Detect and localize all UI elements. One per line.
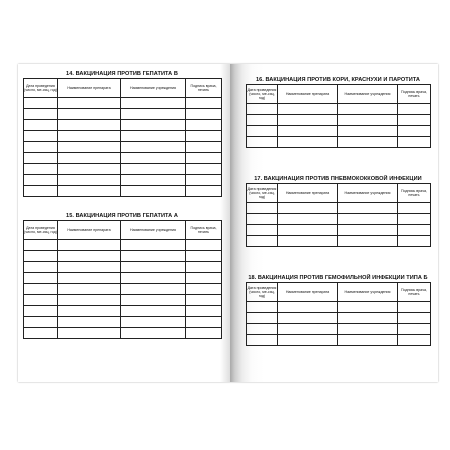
table-cell [24, 175, 58, 186]
table-cell [121, 153, 186, 164]
table-cell [186, 142, 222, 153]
table-cell [121, 120, 186, 131]
column-header-institution: Наименование учреждения [338, 184, 398, 203]
table-row [24, 164, 222, 175]
table-cell [121, 295, 186, 306]
vaccination-table [246, 282, 431, 346]
table-cell [247, 335, 278, 346]
table-cell [58, 295, 121, 306]
table-cell [278, 115, 338, 126]
table-cell [24, 251, 58, 262]
section-title: 18. ВАКЦИНАЦИЯ ПРОТИВ ГЕМОФИЛЬНОЙ ИНФЕКЦИИ ТИПА Б [248, 275, 428, 281]
table-cell [24, 306, 58, 317]
column-header-date: Дата проведения (число, ме-сяц, год) [24, 79, 58, 98]
table-cell [58, 328, 121, 339]
table-header-row [247, 184, 431, 203]
table-cell [338, 203, 398, 214]
table-cell [247, 225, 278, 236]
table-cell [338, 104, 398, 115]
column-header-date: Дата проведения (число, ме-сяц, год) [247, 283, 278, 302]
table-cell [121, 131, 186, 142]
column-header-signature: Подпись врача, печать [398, 184, 431, 203]
column-header-drug: Наименование препарата [278, 85, 338, 104]
table-row [24, 98, 222, 109]
table-cell [278, 203, 338, 214]
table-cell [186, 284, 222, 295]
column-header-institution: Наименование учреждения [121, 79, 186, 98]
table-cell [398, 236, 431, 247]
table-cell [186, 273, 222, 284]
table-cell [186, 131, 222, 142]
table-cell [121, 186, 186, 197]
table-cell [24, 186, 58, 197]
table-row [24, 186, 222, 197]
table-cell [121, 284, 186, 295]
table-cell [338, 115, 398, 126]
booklet-spread [18, 64, 438, 382]
column-header-signature: Подпись врача, печать [186, 79, 222, 98]
vaccination-table [246, 183, 431, 247]
column-header-institution: Наименование учреждения [338, 85, 398, 104]
table-cell [58, 142, 121, 153]
table-cell [58, 98, 121, 109]
table-cell [247, 115, 278, 126]
table-cell [338, 302, 398, 313]
table-cell [398, 313, 431, 324]
table-cell [278, 137, 338, 148]
table-header-row [24, 221, 222, 240]
table-row [247, 137, 431, 148]
column-header-date: Дата проведения (число, ме-сяц, год) [247, 85, 278, 104]
table-cell [186, 295, 222, 306]
table-cell [247, 137, 278, 148]
table-cell [24, 164, 58, 175]
table-cell [186, 251, 222, 262]
column-header-date: Дата проведения (число, ме-сяц, год) [24, 221, 58, 240]
left-page [18, 64, 230, 382]
table-cell [278, 214, 338, 225]
table-cell [24, 317, 58, 328]
vaccination-table [23, 78, 222, 197]
table-cell [24, 284, 58, 295]
table-cell [121, 262, 186, 273]
table-cell [58, 273, 121, 284]
table-cell [121, 109, 186, 120]
table-cell [24, 142, 58, 153]
table-row [247, 126, 431, 137]
table-cell [186, 98, 222, 109]
vaccination-table [246, 84, 431, 148]
table-cell [186, 153, 222, 164]
table-cell [121, 328, 186, 339]
table-row [24, 273, 222, 284]
table-cell [398, 324, 431, 335]
table-cell [24, 262, 58, 273]
table-cell [58, 175, 121, 186]
table-cell [58, 164, 121, 175]
table-cell [278, 225, 338, 236]
column-header-date: Дата проведения (число, ме-сяц, год) [247, 184, 278, 203]
table-cell [186, 175, 222, 186]
table-cell [186, 120, 222, 131]
table-cell [398, 225, 431, 236]
table-cell [247, 302, 278, 313]
column-header-institution: Наименование учреждения [338, 283, 398, 302]
table-cell [278, 236, 338, 247]
section-measles-rubella-mumps [246, 76, 430, 148]
table-cell [58, 186, 121, 197]
table-cell [24, 328, 58, 339]
table-cell [186, 164, 222, 175]
table-cell [278, 324, 338, 335]
table-cell [24, 273, 58, 284]
table-cell [338, 236, 398, 247]
table-cell [247, 104, 278, 115]
table-cell [121, 306, 186, 317]
right-page [230, 64, 438, 382]
table-cell [186, 328, 222, 339]
column-header-signature: Подпись врача, печать [398, 85, 431, 104]
table-cell [186, 317, 222, 328]
table-cell [24, 131, 58, 142]
table-row [24, 317, 222, 328]
table-cell [58, 262, 121, 273]
table-header-row [24, 79, 222, 98]
table-cell [338, 313, 398, 324]
table-cell [58, 120, 121, 131]
table-row [247, 313, 431, 324]
section-hepatitis-b [23, 70, 221, 197]
table-cell [338, 214, 398, 225]
table-cell [186, 186, 222, 197]
table-cell [338, 137, 398, 148]
table-cell [24, 240, 58, 251]
table-cell [278, 313, 338, 324]
table-cell [24, 120, 58, 131]
vaccination-table [23, 220, 222, 339]
table-cell [58, 131, 121, 142]
table-cell [186, 240, 222, 251]
table-cell [24, 109, 58, 120]
table-cell [58, 251, 121, 262]
table-cell [398, 335, 431, 346]
table-cell [247, 324, 278, 335]
table-cell [121, 164, 186, 175]
table-row [247, 335, 431, 346]
section-pneumococcal [246, 175, 430, 247]
table-cell [121, 240, 186, 251]
table-row [24, 306, 222, 317]
table-cell [121, 98, 186, 109]
table-cell [186, 109, 222, 120]
table-cell [247, 236, 278, 247]
column-header-drug: Наименование препарата [278, 283, 338, 302]
column-header-drug: Наименование препарата [278, 184, 338, 203]
section-hepatitis-a [23, 212, 221, 339]
table-row [24, 295, 222, 306]
table-cell [398, 302, 431, 313]
table-row [24, 240, 222, 251]
table-cell [121, 142, 186, 153]
table-row [247, 225, 431, 236]
table-row [24, 131, 222, 142]
table-row [247, 214, 431, 225]
column-header-drug: Наименование препарата [58, 221, 121, 240]
table-cell [121, 273, 186, 284]
table-cell [247, 313, 278, 324]
table-row [247, 115, 431, 126]
table-row [24, 251, 222, 262]
table-cell [278, 302, 338, 313]
section-title: 16. ВАКЦИНАЦИЯ ПРОТИВ КОРИ, КРАСНУХИ И ПАРОТИТА [255, 77, 421, 83]
table-row [24, 142, 222, 153]
table-cell [58, 284, 121, 295]
table-cell [121, 251, 186, 262]
table-cell [58, 306, 121, 317]
table-cell [58, 153, 121, 164]
table-row [247, 324, 431, 335]
table-header-row [247, 283, 431, 302]
table-cell [121, 317, 186, 328]
table-cell [398, 115, 431, 126]
table-cell [24, 98, 58, 109]
table-cell [247, 126, 278, 137]
column-header-signature: Подпись врача, печать [398, 283, 431, 302]
table-row [247, 302, 431, 313]
table-cell [58, 317, 121, 328]
table-cell [186, 262, 222, 273]
table-cell [247, 203, 278, 214]
table-cell [278, 104, 338, 115]
table-row [247, 104, 431, 115]
table-cell [398, 137, 431, 148]
table-row [247, 236, 431, 247]
column-header-institution: Наименование учреждения [121, 221, 186, 240]
table-cell [24, 153, 58, 164]
section-haemophilus-type-b [246, 274, 430, 346]
table-cell [121, 175, 186, 186]
column-header-signature: Подпись врача, печать [186, 221, 222, 240]
table-cell [247, 214, 278, 225]
table-cell [58, 240, 121, 251]
table-cell [58, 109, 121, 120]
section-title: 17. ВАКЦИНАЦИЯ ПРОТИВ ПНЕВМОКОККОВОЙ ИНФЕКЦИИ [254, 176, 422, 182]
table-cell [398, 214, 431, 225]
table-cell [338, 324, 398, 335]
section-title: 14. ВАКЦИНАЦИЯ ПРОТИВ ГЕПАТИТА В [66, 71, 178, 77]
table-cell [338, 225, 398, 236]
table-cell [278, 126, 338, 137]
table-cell [338, 335, 398, 346]
table-row [24, 109, 222, 120]
table-cell [398, 203, 431, 214]
table-header-row [247, 85, 431, 104]
column-header-drug: Наименование препарата [58, 79, 121, 98]
table-cell [398, 126, 431, 137]
table-row [24, 328, 222, 339]
table-row [24, 120, 222, 131]
table-row [24, 153, 222, 164]
table-row [24, 284, 222, 295]
table-cell [278, 335, 338, 346]
table-row [24, 175, 222, 186]
table-cell [338, 126, 398, 137]
table-row [24, 262, 222, 273]
table-row [247, 203, 431, 214]
table-cell [186, 306, 222, 317]
section-title: 15. ВАКЦИНАЦИЯ ПРОТИВ ГЕПАТИТА А [66, 213, 178, 219]
table-cell [398, 104, 431, 115]
table-cell [24, 295, 58, 306]
